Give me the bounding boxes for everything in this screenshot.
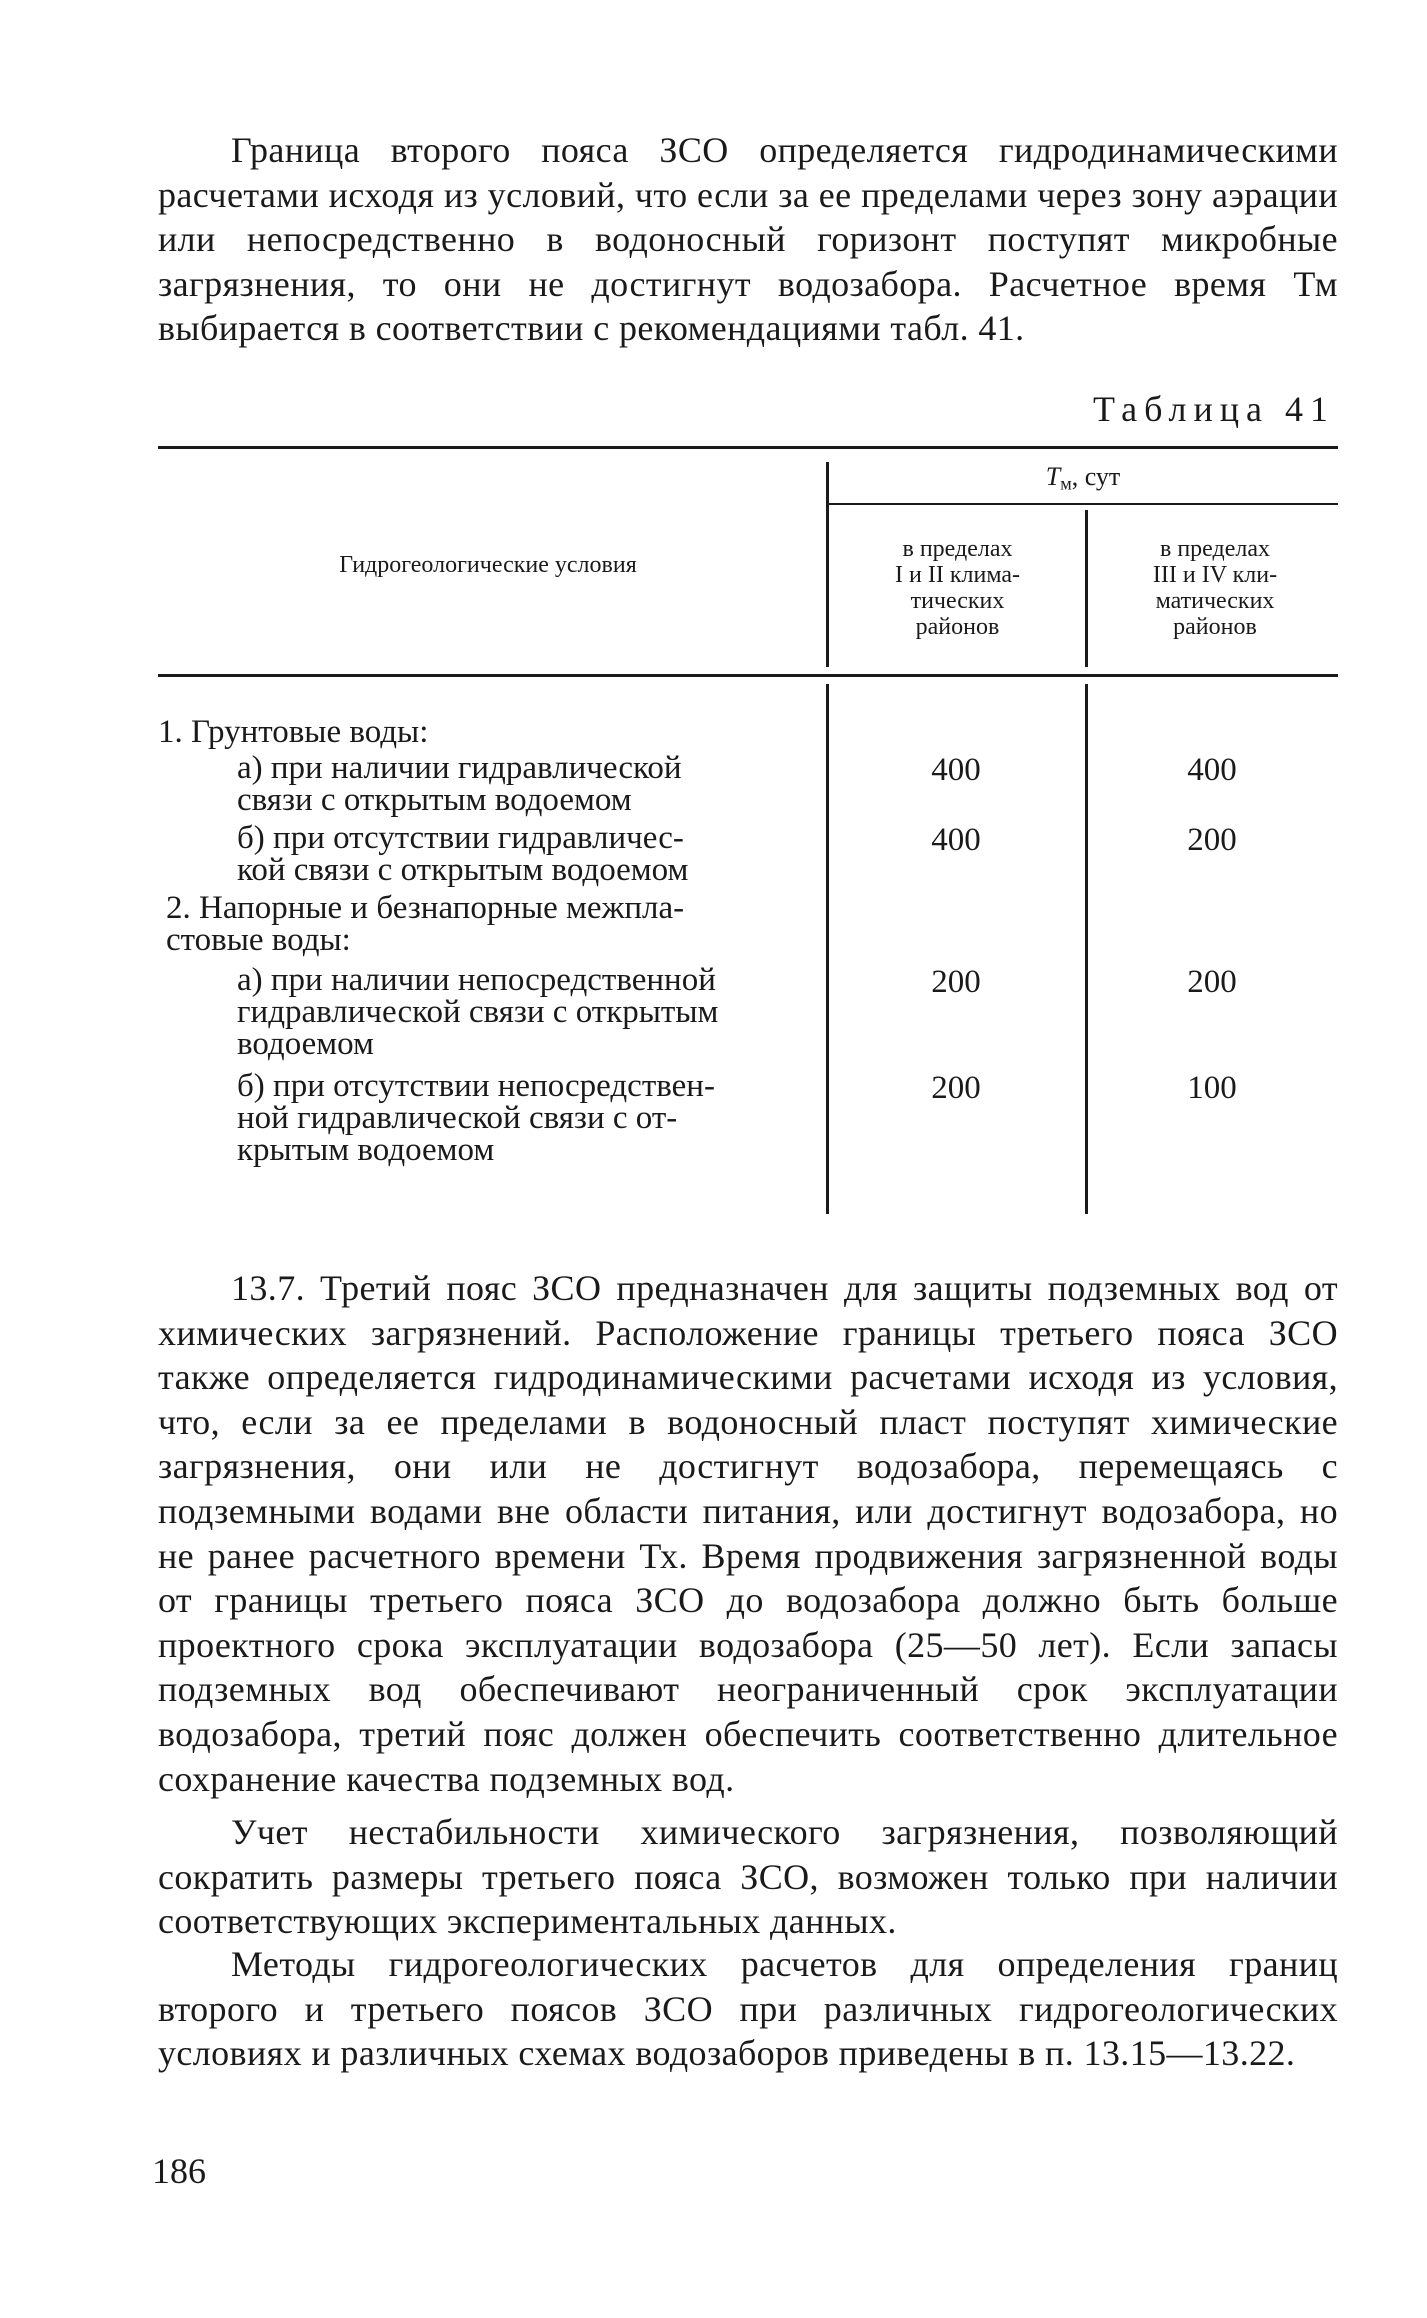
table-cell-value: 200 — [1187, 822, 1237, 858]
paragraph-instability: Учет нестабильности химического загрязнения, позволяющий сократить размеры третьего пояса ЗСО, возможен только при наличии соответствующих экспериментальных данных. — [158, 1812, 1338, 1942]
table-cell-value: 400 — [1187, 752, 1237, 788]
row-line: а) при наличии непосредственной — [237, 962, 716, 998]
paragraph-section-13-7: 13.7. Третий пояс ЗСО предназначен для защиты подземных вод от химических загрязнений. Расположение границы третьего пояса ЗСО также определяется гидродинамическими расчетами исходя из условия, что, если за ее пределами в водоносный пласт поступят химические загрязнения, они или не достигнут водозабора, перемещаясь с подземными водами вне области питания, или достигнут водозабора, но не ранее расчетного времени Тх. Время продвижения загрязненной воды от границы третьего пояса ЗСО до водозабора должно быть больше проектного срока эксплуатации водозабора (25—50 лет). Если запасы подземных вод обеспечивают неограниченный срок эксплуатации водозабора, третий пояс должен обеспечить соответственно длительное сохранение качества подземных вод. — [158, 1268, 1338, 1799]
group-symbol: T — [1045, 462, 1061, 491]
table-cell-value: 400 — [931, 822, 981, 858]
row-line: 1. Грунтовые воды: — [158, 714, 429, 750]
table-header-group — [828, 462, 1338, 494]
row-line: гидравлической связи с открытым — [237, 994, 719, 1030]
table-header-col-climate-1-2 — [835, 536, 1080, 640]
header-line: в пределах — [1159, 536, 1270, 562]
table-row-pressure-water-b — [237, 1070, 813, 1166]
table-row-groundwater-b — [237, 822, 813, 886]
header-line: I и II клима- — [895, 562, 1020, 588]
row-line: водоемом — [237, 1026, 374, 1062]
table-row-groundwater-a — [237, 752, 813, 816]
row-line: б) при отсутствии непосредствен- — [237, 1068, 715, 1104]
table-cell-value: 200 — [1187, 964, 1237, 1000]
table-col-divider-2 — [1085, 510, 1088, 667]
table-body-divider-1 — [826, 684, 829, 1214]
table-top-rule — [158, 446, 1338, 449]
header-line: тических — [910, 588, 1005, 614]
header-line: в пределах — [902, 536, 1013, 562]
table-header-col-climate-3-4 — [1092, 536, 1338, 640]
row-line: а) при наличии гидравлической — [237, 750, 682, 786]
table-group-rule — [828, 503, 1338, 505]
table-cell-value: 200 — [931, 1070, 981, 1106]
table-cell-value: 400 — [931, 752, 981, 788]
row-line: 2. Напорные и безнапорные межпла- — [166, 890, 685, 926]
table-row-pressure-water-a — [237, 964, 813, 1060]
row-line: крытым водоемом — [237, 1132, 495, 1168]
table-body-divider-2 — [1085, 684, 1088, 1214]
table-cell-value: 100 — [1187, 1070, 1237, 1106]
header-line: районов — [1173, 614, 1257, 640]
row-line: ной гидравлической связи с от- — [237, 1100, 678, 1136]
paragraph-methods: Методы гидрогеологических расчетов для определения границ второго и третьего поясов ЗСО при различных гидрогеологических условиях и различных схемах водозаборов приведены в п. 13.15—13.22. — [158, 1944, 1338, 2074]
header-line: районов — [915, 614, 1000, 640]
header-line: III и IV кли- — [1152, 562, 1278, 588]
row-line: стовые воды: — [166, 922, 351, 958]
table-col-divider-1 — [826, 462, 829, 667]
row-line: б) при отсутствии гидравличес- — [237, 820, 684, 856]
table-row-pressure-water — [158, 892, 821, 956]
table-header-conditions: Гидрогеологические условия — [339, 552, 637, 578]
page-number: 186 — [152, 2151, 206, 2191]
row-line: кой связи с открытым водоемом — [237, 852, 689, 888]
row-line: связи с открытым водоемом — [237, 782, 632, 818]
table-cell-value: 200 — [931, 964, 981, 1000]
table-row-groundwater — [158, 716, 813, 748]
header-line: матических — [1155, 588, 1275, 614]
table-header-rule — [158, 674, 1338, 677]
group-symbol-sub: м — [1060, 473, 1072, 494]
paragraph-zone-two: Граница второго пояса ЗСО определяется гидродинамическими расчетами исходя из условий, что если за ее пределами через зону аэрации или непосредственно в водоносный горизонт поступят микробные загрязнения, то они не достигнут водозабора. Расчетное время Тм выбирается в соответствии с рекомендациями табл. 41. — [158, 130, 1338, 349]
group-unit: , сут — [1071, 462, 1121, 491]
table-caption: Таблица 41 — [1093, 389, 1335, 429]
